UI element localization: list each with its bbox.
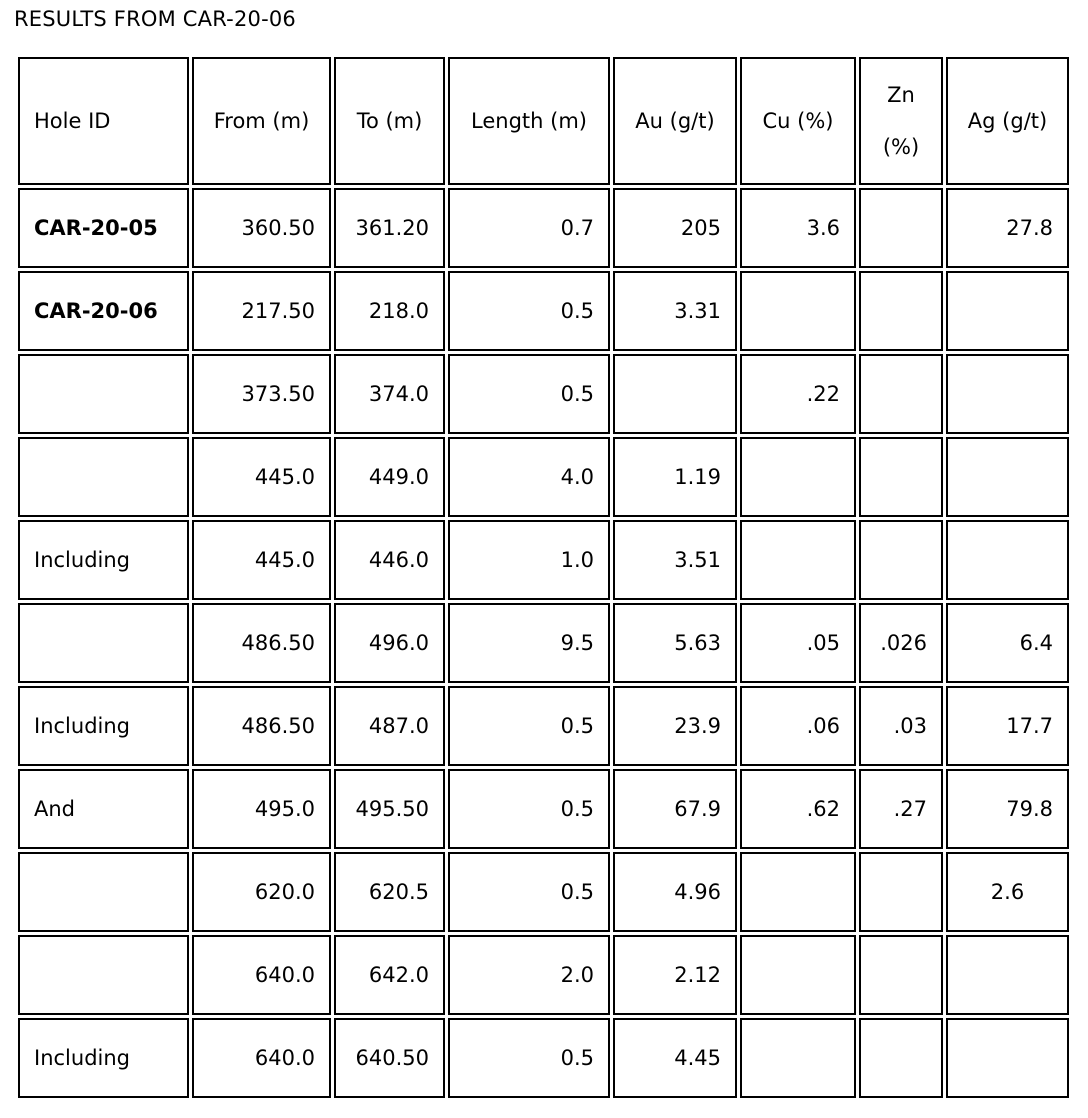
cell-au: 3.51 [613,520,737,600]
table-row [18,603,1069,683]
cell-zn [859,188,943,268]
cell-au: 23.9 [613,686,737,766]
cell-hole: And [18,769,189,849]
cell-from: 640.0 [192,935,331,1015]
cell-to: 374.0 [334,354,445,434]
cell-hole [18,935,189,1015]
table-row [18,437,1069,517]
header-zn-line2: (%) [882,135,920,159]
cell-au [613,354,737,434]
cell-from: 640.0 [192,1018,331,1098]
cell-zn [859,271,943,351]
cell-cu [740,1018,856,1098]
cell-from: 445.0 [192,520,331,600]
table-row [18,852,1069,932]
cell-from: 360.50 [192,188,331,268]
cell-from: 495.0 [192,769,331,849]
cell-hole: CAR-20-06 [18,271,189,351]
results-table [15,54,1072,1101]
cell-length: 0.5 [448,354,610,434]
header-from: From (m) [192,57,331,185]
header-zn [859,57,943,185]
cell-length: 0.5 [448,686,610,766]
cell-from: 445.0 [192,437,331,517]
cell-cu [740,271,856,351]
cell-au: 3.31 [613,271,737,351]
cell-from: 373.50 [192,354,331,434]
cell-length: 1.0 [448,520,610,600]
header-zn-line1: Zn [887,83,915,107]
table-row [18,354,1069,434]
cell-to: 642.0 [334,935,445,1015]
cell-to: 218.0 [334,271,445,351]
cell-to: 449.0 [334,437,445,517]
cell-from: 486.50 [192,686,331,766]
cell-cu: 3.6 [740,188,856,268]
cell-au: 4.96 [613,852,737,932]
cell-to: 495.50 [334,769,445,849]
cell-ag: 27.8 [946,188,1069,268]
cell-au: 1.19 [613,437,737,517]
cell-cu [740,520,856,600]
cell-ag: 79.8 [946,769,1069,849]
cell-zn [859,437,943,517]
cell-ag [946,354,1069,434]
header-row [18,57,1069,185]
cell-hole [18,354,189,434]
cell-zn: .03 [859,686,943,766]
table-row [18,769,1069,849]
cell-length: 0.5 [448,1018,610,1098]
header-cu: Cu (%) [740,57,856,185]
cell-zn [859,1018,943,1098]
table-row [18,935,1069,1015]
cell-cu [740,935,856,1015]
header-length: Length (m) [448,57,610,185]
cell-cu: .22 [740,354,856,434]
cell-hole: Including [18,686,189,766]
cell-cu [740,852,856,932]
table-row [18,686,1069,766]
cell-ag [946,271,1069,351]
cell-ag [946,437,1069,517]
cell-length: 2.0 [448,935,610,1015]
cell-au: 2.12 [613,935,737,1015]
cell-hole [18,852,189,932]
cell-cu [740,437,856,517]
cell-ag: 2.6 [946,852,1069,932]
cell-cu: .06 [740,686,856,766]
cell-ag [946,1018,1069,1098]
cell-ag: 17.7 [946,686,1069,766]
header-to: To (m) [334,57,445,185]
cell-from: 620.0 [192,852,331,932]
cell-ag: 6.4 [946,603,1069,683]
table-row [18,188,1069,268]
cell-from: 486.50 [192,603,331,683]
table-row [18,1018,1069,1098]
cell-length: 9.5 [448,603,610,683]
cell-to: 496.0 [334,603,445,683]
cell-au: 67.9 [613,769,737,849]
cell-to: 620.5 [334,852,445,932]
cell-hole [18,603,189,683]
cell-zn [859,520,943,600]
cell-zn [859,935,943,1015]
cell-au: 5.63 [613,603,737,683]
header-hole-id: Hole ID [18,57,189,185]
cell-to: 487.0 [334,686,445,766]
cell-hole [18,437,189,517]
header-ag: Ag (g/t) [946,57,1069,185]
cell-length: 0.5 [448,271,610,351]
cell-length: 0.5 [448,852,610,932]
header-au: Au (g/t) [613,57,737,185]
cell-zn: .27 [859,769,943,849]
cell-ag [946,520,1069,600]
cell-to: 446.0 [334,520,445,600]
cell-hole: Including [18,1018,189,1098]
cell-au: 205 [613,188,737,268]
cell-to: 361.20 [334,188,445,268]
cell-hole: CAR-20-05 [18,188,189,268]
page-title: RESULTS FROM CAR-20-06 [14,7,296,31]
cell-cu: .05 [740,603,856,683]
cell-ag [946,935,1069,1015]
table-row [18,271,1069,351]
cell-au: 4.45 [613,1018,737,1098]
cell-zn: .026 [859,603,943,683]
cell-cu: .62 [740,769,856,849]
cell-length: 0.5 [448,769,610,849]
cell-length: 4.0 [448,437,610,517]
cell-length: 0.7 [448,188,610,268]
cell-zn [859,852,943,932]
cell-to: 640.50 [334,1018,445,1098]
cell-from: 217.50 [192,271,331,351]
table-row [18,520,1069,600]
cell-hole: Including [18,520,189,600]
cell-zn [859,354,943,434]
